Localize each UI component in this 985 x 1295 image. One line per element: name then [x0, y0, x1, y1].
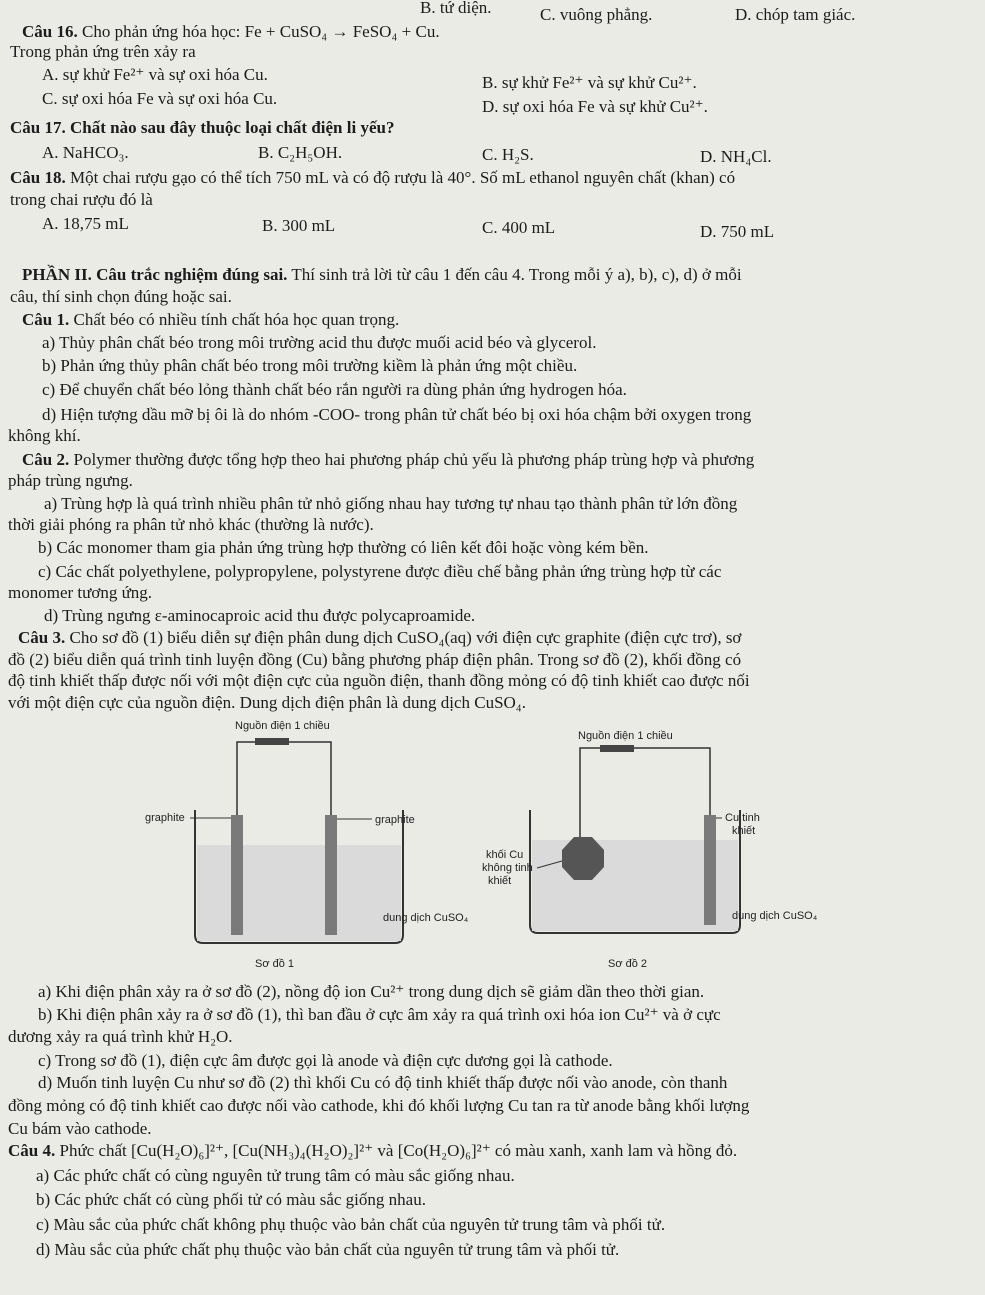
statement-d: d) Trùng ngưng ε-aminocaproic acid thu được polycaproamide.: [44, 606, 476, 625]
impure-copper-block: [562, 837, 604, 880]
question-stem-line: trong chai rượu đó là: [10, 190, 153, 209]
prev-option-d: D. chóp tam giác.: [735, 5, 856, 24]
option-b: B. 300 mL: [262, 216, 336, 235]
question-label: Câu 2.: [22, 450, 70, 469]
question-label: Câu 3.: [18, 628, 66, 647]
prev-option-b: B. tứ diện.: [420, 0, 492, 17]
statement-a: a) Thủy phân chất béo trong môi trường acid thu được muối acid béo và glycerol.: [42, 333, 597, 352]
power-source-label: Nguồn điện 1 chiều: [235, 720, 330, 732]
question-stem: Cho phản ứng hóa học: Fe + CuSO₄ → FeSO₄ + Cu.: [81, 22, 440, 41]
question-16: [22, 22, 440, 42]
graphite-electrode-left: [231, 815, 243, 935]
diagram-caption: Sơ đồ 1: [255, 958, 295, 970]
question-label: Câu 1.: [22, 310, 70, 329]
statement-d-cont-2: Cu bám vào cathode.: [8, 1119, 152, 1138]
statement-a: a) Trùng hợp là quá trình nhiều phân tử nhỏ giống nhau hay tương tự nhau tạo thành phân tử lớn đồng: [44, 494, 738, 513]
tf-question-3: [18, 628, 741, 648]
question-18: [10, 168, 735, 188]
question-stem: Một chai rượu gạo có thể tích 750 mL và có độ rượu là 40°. Số mL ethanol nguyên chất (khan) có: [69, 168, 736, 187]
part-title: PHẦN II. Câu trắc nghiệm đúng sai.: [22, 265, 288, 284]
option-c: C. H₂S.: [482, 145, 534, 164]
graphite-electrode-right: [325, 815, 337, 935]
option-c: C. sự oxi hóa Fe và sự oxi hóa Cu.: [42, 89, 278, 108]
statement-d-cont: không khí.: [8, 426, 81, 445]
tf-question-2: [22, 450, 754, 470]
statement-d: d) Muốn tinh luyện Cu như sơ đồ (2) thì khối Cu có độ tinh khiết thấp được nối vào anode, còn thanh: [38, 1073, 728, 1092]
part-intro: Thí sinh trả lời từ câu 1 đến câu 4. Trong mỗi ý a), b), c), d) ở mỗi: [291, 265, 742, 284]
part-intro-line: câu, thí sinh chọn đúng hoặc sai.: [10, 287, 232, 306]
statement-d: d) Hiện tượng dầu mỡ bị ôi là do nhóm -COO- trong phân tử chất béo bị oxi hóa chậm bởi oxygen trong: [42, 405, 752, 424]
diagram-2: [470, 715, 850, 975]
left-electrode-label: graphite: [145, 812, 185, 824]
statement-d: d) Màu sắc của phức chất phụ thuộc vào bản chất của nguyên tử trung tâm và phối tử.: [36, 1240, 620, 1259]
power-source-label: Nguồn điện 1 chiều: [578, 730, 673, 742]
statement-d-cont: đồng mỏng có độ tinh khiết cao được nối vào cathode, khi đó khối lượng Cu tan ra từ anode bằng khối lượng: [8, 1096, 750, 1115]
tf-question-4: [8, 1141, 737, 1161]
statement-c: c) Các chất polyethylene, polypropylene, polystyrene được điều chế bằng phản ứng trùng hợp từ các: [38, 562, 722, 581]
power-source-icon: [255, 738, 289, 745]
left-electrode-label: khối Cu: [486, 849, 524, 861]
tf-question-1: [22, 310, 399, 330]
solution: [197, 845, 401, 941]
question-17: [10, 118, 394, 138]
question-stem: Chất béo có nhiều tính chất hóa học quan trọng.: [73, 310, 400, 329]
statement-c: c) Trong sơ đồ (1), điện cực âm được gọi là anode và điện cực dương gọi là cathode.: [38, 1051, 613, 1070]
statement-b: b) Khi điện phân xảy ra ở sơ đồ (1), thì ban đầu ở cực âm xảy ra quá trình oxi hóa ion Cu²⁺ và ở cực: [38, 1005, 721, 1024]
statement-b: b) Các phức chất có cùng phối tử có màu sắc giống nhau.: [36, 1190, 426, 1209]
statement-b: b) Các monomer tham gia phản ứng trùng hợp thường có liên kết đôi hoặc vòng kém bền.: [38, 538, 649, 557]
option-a: A. NaHCO₃.: [42, 143, 129, 162]
option-b: B. C₂H₅OH.: [258, 143, 343, 162]
statement-c: c) Để chuyển chất béo lỏng thành chất béo rắn người ra dùng phản ứng hydrogen hóa.: [42, 380, 627, 399]
question-stem-line: Trong phản ứng trên xảy ra: [10, 42, 196, 61]
question-stem-line: với một điện cực của nguồn điện. Dung dịch điện phân là dung dịch CuSO₄.: [8, 693, 526, 712]
statement-a: a) Khi điện phân xảy ra ở sơ đồ (2), nồng độ ion Cu²⁺ trong dung dịch sẽ giảm dần theo thời gian.: [38, 982, 705, 1001]
power-source-icon: [600, 745, 634, 752]
question-stem-line: độ tinh khiết thấp được nối với một điện cực của nguồn điện, thanh đồng mỏng có độ tinh khiết cao được nối: [8, 671, 750, 690]
statement-c: c) Màu sắc của phức chất không phụ thuộc vào bản chất của nguyên tử trung tâm và phối tử.: [36, 1215, 666, 1234]
diagram-caption: Sơ đồ 2: [608, 958, 648, 970]
right-electrode-label: Cu tinh: [725, 812, 760, 824]
option-c: C. 400 mL: [482, 218, 556, 237]
option-d: D. 750 mL: [700, 222, 775, 241]
option-a: A. sự khử Fe²⁺ và sự oxi hóa Cu.: [42, 65, 268, 84]
statement-c-cont: monomer tương ứng.: [8, 583, 153, 602]
left-electrode-label-2: không tinh: [482, 862, 533, 874]
option-d: D. NH₄Cl.: [700, 147, 772, 166]
diagram-1: [135, 715, 475, 975]
right-electrode-label: graphite: [375, 814, 415, 826]
option-a: A. 18,75 mL: [42, 214, 129, 233]
question-stem-line: pháp trùng ngưng.: [8, 471, 133, 490]
question-label: Câu 18.: [10, 168, 66, 187]
prev-option-c: C. vuông phẳng.: [540, 5, 653, 24]
part-2-heading: [22, 265, 742, 285]
question-stem: Polymer thường được tổng hợp theo hai phương pháp chủ yếu là phương pháp trùng hợp và phương: [73, 450, 755, 469]
question-stem: Phức chất [Cu(H₂O)₆]²⁺, [Cu(NH₃)₄(H₂O)₂]²⁺ và [Co(H₂O)₆]²⁺ có màu xanh, xanh lam và hồng đỏ.: [59, 1141, 738, 1160]
solution-label: dung dịch CuSO₄: [383, 912, 469, 924]
option-b: B. sự khử Fe²⁺ và sự khử Cu²⁺.: [482, 73, 697, 92]
solution-label: dung dịch CuSO₄: [732, 910, 818, 922]
question-label: Câu 16.: [22, 22, 78, 41]
option-d: D. sự oxi hóa Fe và sự khử Cu²⁺.: [482, 97, 708, 116]
statement-a-cont: thời giải phóng ra phân tử nhỏ khác (thường là nước).: [8, 515, 374, 534]
question-stem-line: đồ (2) biểu diễn quá trình tinh luyện đồng (Cu) bằng phương pháp điện phân. Trong sơ đồ (2), khối đồng có: [8, 650, 742, 669]
question-label: Câu 4.: [8, 1141, 56, 1160]
question-stem: Cho sơ đồ (1) biểu diễn sự điện phân dung dịch CuSO₄(aq) với điện cực graphite (điện cực trơ), sơ: [69, 628, 742, 647]
statement-b: b) Phản ứng thủy phân chất béo trong môi trường kiềm là phản ứng một chiều.: [42, 356, 578, 375]
question-label: Câu 17.: [10, 118, 66, 137]
right-electrode-label-2: khiết: [732, 825, 756, 837]
left-electrode-label-3: khiết: [488, 875, 512, 887]
statement-a: a) Các phức chất có cùng nguyên tử trung tâm có màu sắc giống nhau.: [36, 1166, 515, 1185]
question-stem: Chất nào sau đây thuộc loại chất điện li yếu?: [69, 118, 395, 137]
pure-copper-electrode: [704, 815, 716, 925]
statement-b-cont: dương xảy ra quá trình khử H₂O.: [8, 1027, 233, 1046]
